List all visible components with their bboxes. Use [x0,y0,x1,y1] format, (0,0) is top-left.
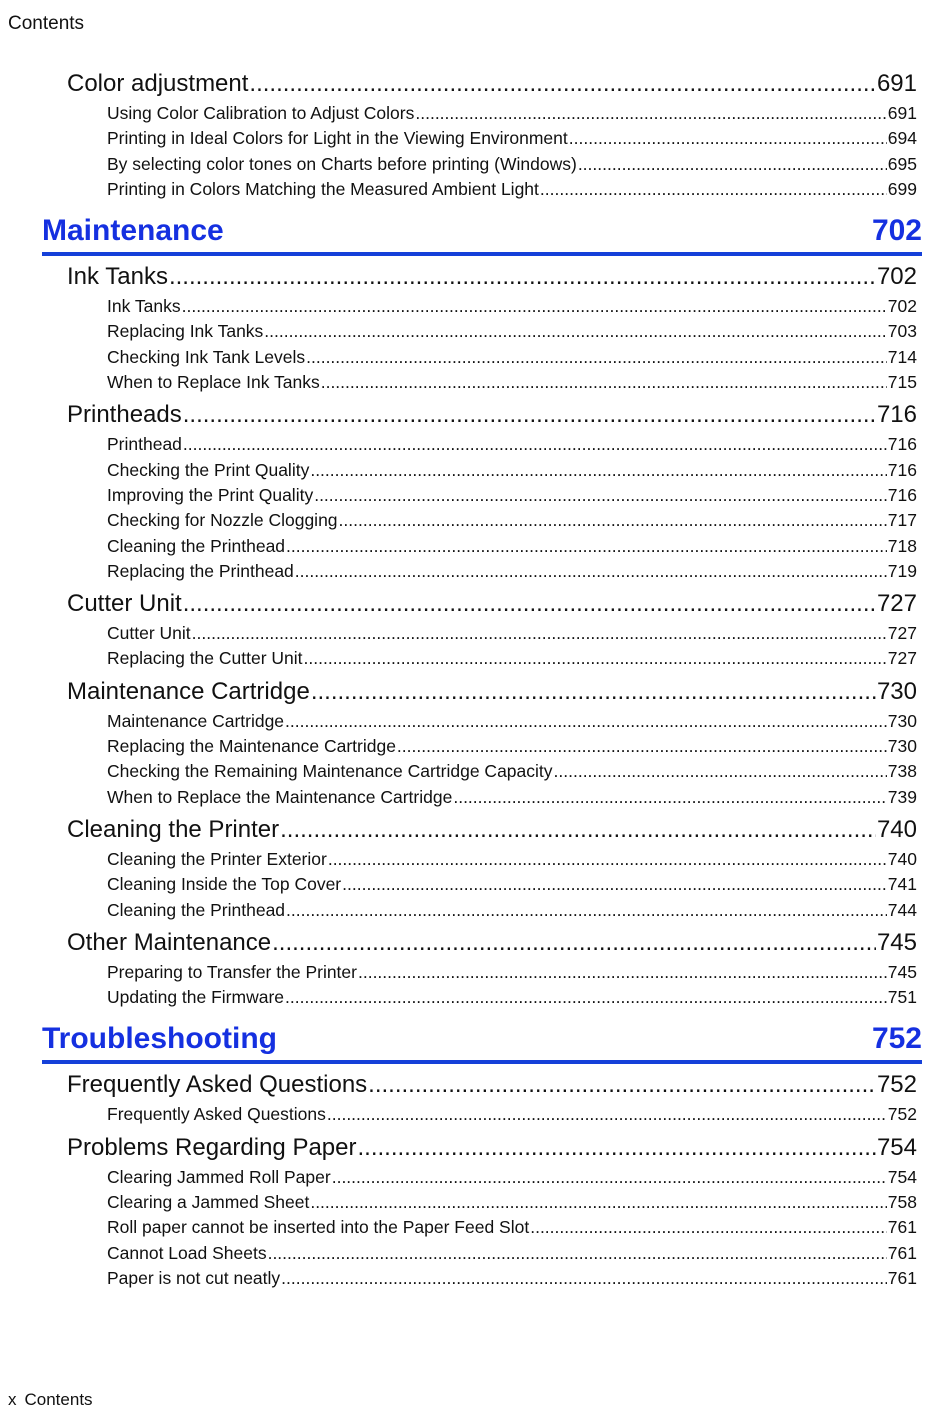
dot-leader [169,260,876,294]
section-page: 754 [887,1166,917,1187]
toc-section[interactable] [107,734,917,759]
section-page: 761 [887,1242,917,1263]
toc-section[interactable] [107,872,917,897]
toc-chapter[interactable] [67,260,917,294]
chapter-title: Cutter Unit [67,590,182,618]
toc-section[interactable] [107,1165,917,1190]
dot-leader [342,872,887,897]
dot-leader [285,709,887,734]
toc-section[interactable] [107,559,917,584]
section-title: Printing in Colors Matching the Measured Ambient Light [107,178,539,199]
section-title: Clearing a Jammed Sheet [107,1192,310,1213]
section-page: 741 [887,874,917,895]
section-page: 716 [887,434,917,455]
dot-leader [339,508,887,533]
dot-leader [264,319,887,344]
dot-leader [453,785,886,810]
part-page: 752 [871,1022,922,1056]
dot-leader [332,1165,887,1190]
dot-leader [321,370,887,395]
section-page: 702 [887,296,917,317]
chapter-title: Other Maintenance [67,928,272,956]
toc-section[interactable] [107,1266,917,1291]
section-title: Printing in Ideal Colors for Light in the Viewing Environment [107,128,568,149]
toc-section[interactable] [107,294,917,319]
section-title: Cleaning the Printhead [107,899,286,920]
toc-section[interactable] [107,898,917,923]
section-title: Improving the Print Quality [107,484,314,505]
section-title: Using Color Calibration to Adjust Colors [107,103,415,123]
section-page: 740 [887,848,917,869]
toc-section[interactable] [107,847,917,872]
dot-leader [268,1241,887,1266]
section-page: 727 [887,648,917,669]
chapter-title: Color adjustment [67,70,249,97]
toc-part-maintenance[interactable] [42,210,922,256]
part-page: 702 [871,214,922,248]
section-title: Clearing Jammed Roll Paper [107,1166,331,1187]
dot-leader [304,646,887,671]
toc-section[interactable] [107,985,917,1010]
page-header: Contents [8,13,85,34]
section-page: 730 [887,710,917,731]
section-title: By selecting color tones on Charts before printing (Windows) [107,153,577,174]
table-of-contents [0,64,950,1291]
toc-section[interactable] [107,152,917,177]
toc-section[interactable] [107,432,917,457]
chapter-page: 752 [876,1071,917,1099]
toc-chapter[interactable] [67,813,917,847]
chapter-page: 754 [876,1133,917,1161]
dot-leader [285,985,887,1010]
section-title: Cleaning the Printer Exterior [107,848,327,869]
dot-leader [368,1068,876,1102]
section-page: 761 [887,1217,917,1238]
dot-leader [415,101,886,126]
section-page: 730 [887,736,917,757]
section-page: 691 [887,103,917,123]
chapter-page: 730 [876,677,917,705]
chapter-page: 740 [876,815,917,843]
dot-leader [569,126,887,151]
toc-section[interactable] [107,345,917,370]
toc-chapter[interactable] [67,587,917,621]
section-page: 752 [887,1104,917,1125]
toc-section[interactable] [107,101,917,126]
section-title: Paper is not cut neatly [107,1267,281,1288]
toc-chapter[interactable] [67,1068,917,1102]
section-page: 694 [887,128,917,149]
section-title: Printhead [107,434,182,455]
toc-section[interactable] [107,508,917,533]
toc-section[interactable] [107,1102,917,1127]
section-title: Cleaning Inside the Top Cover [107,874,342,895]
dot-leader [281,1266,887,1291]
section-title: When to Replace the Maintenance Cartridge [107,786,453,807]
section-page: 718 [887,535,917,556]
section-title: Replacing the Printhead [107,560,294,581]
toc-section[interactable] [107,126,917,151]
toc-chapter[interactable] [67,1131,917,1165]
section-title: Updating the Firmware [107,987,285,1008]
section-title: Replacing the Cutter Unit [107,648,303,669]
dot-leader [358,1131,876,1165]
section-title: Ink Tanks [107,296,181,317]
dot-leader [540,177,887,202]
footer-page-number: x [8,1390,17,1409]
section-page: 745 [887,961,917,982]
chapter-page: 702 [876,263,917,291]
toc-part-troubleshooting[interactable] [42,1018,922,1064]
chapter-title: Frequently Asked Questions [67,1071,368,1099]
chapter-title: Cleaning the Printer [67,815,280,843]
section-title: Preparing to Transfer the Printer [107,961,357,982]
section-title: Cannot Load Sheets [107,1242,267,1263]
chapter-title: Problems Regarding Paper [67,1133,357,1161]
dot-leader [183,432,887,457]
dot-leader [397,734,887,759]
toc-chapter-color-adjustment[interactable] [67,67,917,101]
section-page: 761 [887,1267,917,1288]
toc-section[interactable] [107,534,917,559]
chapter-page: 716 [876,401,917,429]
section-title: Maintenance Cartridge [107,710,285,731]
section-page: 739 [887,786,917,807]
section-title: Replacing the Maintenance Cartridge [107,736,396,757]
dot-leader [280,813,876,847]
dot-leader [310,458,886,483]
page-footer [8,1390,93,1410]
section-page: 717 [887,510,917,531]
dot-leader [310,1190,886,1215]
chapter-page: 727 [876,590,917,618]
section-title: When to Replace Ink Tanks [107,372,320,393]
chapter-title: Printheads [67,401,182,429]
toc-chapter[interactable] [67,926,917,960]
toc-section[interactable] [107,458,917,483]
dot-leader [314,483,887,508]
dot-leader [183,587,876,621]
toc-section[interactable] [107,960,917,985]
section-page: 715 [887,372,917,393]
toc-section[interactable] [107,759,917,784]
dot-leader [182,294,887,319]
toc-section[interactable] [107,621,917,646]
section-page: 727 [887,623,917,644]
part-title: Maintenance [42,214,224,248]
dot-leader [286,534,887,559]
toc-section[interactable] [107,1215,917,1240]
section-page: 751 [887,987,917,1008]
section-page: 714 [887,346,917,367]
section-page: 716 [887,484,917,505]
dot-leader [286,898,887,923]
section-title: Checking the Remaining Maintenance Cartridge Capacity [107,761,553,782]
dot-leader [554,759,887,784]
toc-section[interactable] [107,483,917,508]
chapter-page: 691 [876,70,917,97]
toc-section[interactable] [107,646,917,671]
section-page: 719 [887,560,917,581]
dot-leader [249,67,876,101]
chapter-page: 745 [876,928,917,956]
footer-label: Contents [24,1390,93,1409]
section-page: 716 [887,459,917,480]
toc-section[interactable] [107,1190,917,1215]
section-title: Roll paper cannot be inserted into the Paper Feed Slot [107,1217,530,1238]
section-title: Cutter Unit [107,623,191,644]
section-title: Replacing Ink Tanks [107,321,264,342]
dot-leader [183,398,876,432]
toc-section[interactable] [107,785,917,810]
dot-leader [327,1102,887,1127]
chapter-title: Maintenance Cartridge [67,677,310,705]
toc-chapter[interactable] [67,398,917,432]
section-page: 744 [887,899,917,920]
section-page: 695 [887,153,917,174]
chapter-title: Ink Tanks [67,263,168,291]
part-title: Troubleshooting [42,1022,277,1056]
section-title: Frequently Asked Questions [107,1104,326,1125]
toc-section[interactable] [107,709,917,734]
toc-section[interactable] [107,177,917,202]
section-title: Checking the Print Quality [107,459,310,480]
toc-section[interactable] [107,370,917,395]
toc-section[interactable] [107,319,917,344]
dot-leader [578,152,887,177]
section-page: 738 [887,761,917,782]
dot-leader [192,621,887,646]
section-page: 758 [887,1192,917,1213]
dot-leader [530,1215,887,1240]
toc-section[interactable] [107,1241,917,1266]
toc-chapter[interactable] [67,675,917,709]
dot-leader [311,675,876,709]
dot-leader [306,345,887,370]
section-title: Checking Ink Tank Levels [107,346,306,367]
dot-leader [295,559,887,584]
dot-leader [272,926,876,960]
dot-leader [358,960,887,985]
section-page: 699 [887,178,917,199]
dot-leader [328,847,887,872]
section-title: Checking for Nozzle Clogging [107,510,338,531]
section-title: Cleaning the Printhead [107,535,286,556]
section-page: 703 [887,321,917,342]
